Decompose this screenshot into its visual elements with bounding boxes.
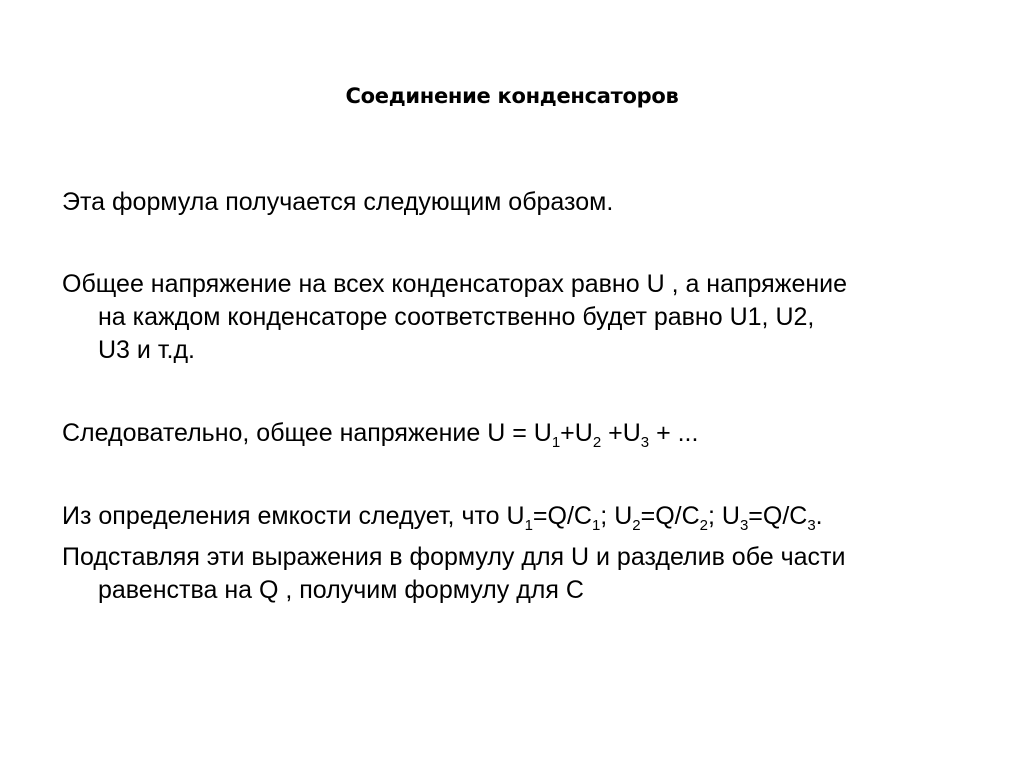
slide-title: Соединение конденсаторов	[345, 84, 679, 108]
subscript: 2	[699, 517, 708, 534]
paragraph-voltage-sum	[62, 417, 1018, 450]
paragraph-formula-intro	[62, 186, 1018, 219]
subscript: 1	[591, 517, 601, 534]
text-prefix: Из определения емкости следует, что U	[62, 502, 525, 530]
text-suffix: + ...	[649, 419, 699, 447]
text-suffix: .	[815, 502, 823, 530]
paragraph-total-voltage	[62, 268, 1018, 367]
text-part: ; U	[707, 502, 740, 530]
paragraph-line-2: равенства на Q , получим формулу для С	[98, 576, 584, 604]
subscript: 3	[807, 517, 816, 534]
text-part: ; U	[600, 502, 633, 530]
paragraph-substitution	[62, 541, 1018, 607]
paragraph-text: Эта формула получается следующим образом.	[62, 188, 614, 216]
text-part: =Q/C	[748, 502, 808, 530]
subscript: 3	[739, 517, 749, 534]
subscript: 1	[524, 517, 533, 534]
subscript: 1	[551, 434, 561, 451]
subscript: 2	[632, 517, 641, 534]
text-part: +U	[560, 419, 593, 447]
text-part: =Q/C	[532, 502, 592, 530]
paragraph-line-1: Общее напряжение на всех конденсаторах равно U , а напряжение	[62, 270, 848, 298]
text-part: =Q/C	[640, 502, 700, 530]
paragraph-line-1: Подставляя эти выражения в формулу для U и разделив обе части	[62, 543, 846, 571]
paragraph-line-3: U3 и т.д.	[98, 336, 195, 364]
paragraph-capacitance-definition	[62, 500, 1018, 533]
subscript: 2	[592, 434, 602, 451]
paragraph-line-2: на каждом конденсаторе соответственно будет равно U1, U2,	[98, 303, 815, 331]
text-part: +U	[601, 419, 641, 447]
text-prefix: Следовательно, общее напряжение U = U	[62, 419, 552, 447]
subscript: 3	[640, 434, 650, 451]
